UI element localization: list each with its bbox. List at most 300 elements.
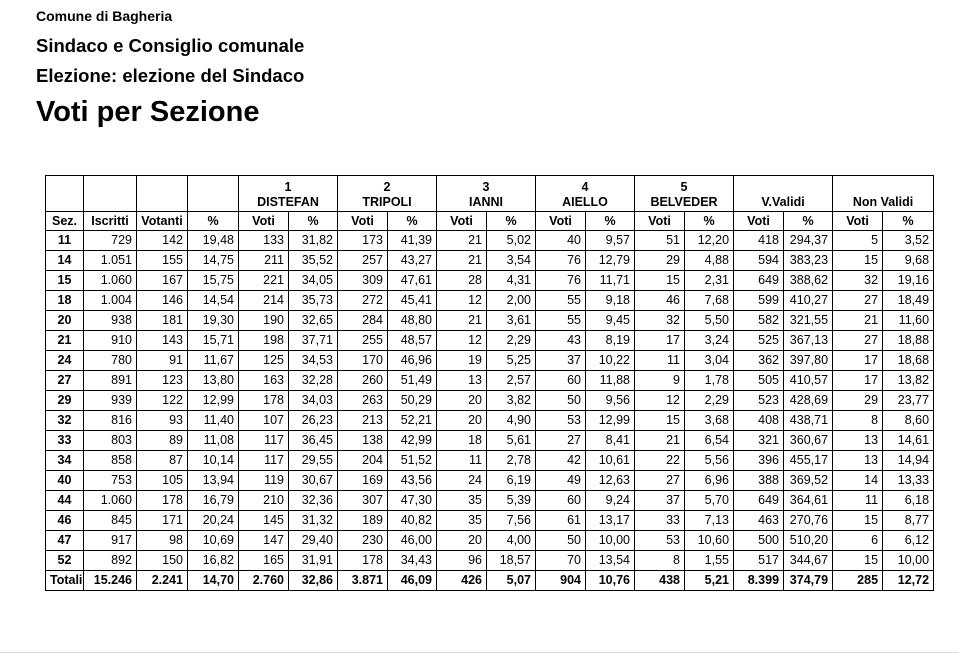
sez-cell: 46	[46, 511, 84, 531]
cand3-pct-cell: 2,29	[487, 331, 536, 351]
candidate-header	[239, 176, 338, 212]
sez-cell: 40	[46, 471, 84, 491]
cand1-pct-cell: 34,53	[289, 351, 338, 371]
invalid-pct-cell: 14,94	[883, 451, 934, 471]
iscritti-cell: 816	[84, 411, 137, 431]
votanti-cell: 89	[137, 431, 188, 451]
voti-header: Voti	[437, 212, 487, 231]
pct-header: %	[289, 212, 338, 231]
empty-header-cell	[46, 176, 84, 212]
cand2-votes-cell: 213	[338, 411, 388, 431]
candidate-number: 3	[482, 180, 490, 194]
cand3-pct-cell: 3,82	[487, 391, 536, 411]
cand3-pct-cell: 18,57	[487, 551, 536, 571]
cand3-votes-cell: 19	[437, 351, 487, 371]
totals-row	[46, 571, 934, 591]
comune-name: Comune di Bagheria	[36, 8, 173, 24]
valid-votes-cell: 525	[734, 331, 784, 351]
cand2-votes-cell: 189	[338, 511, 388, 531]
invalid-votes-cell: 13	[833, 431, 883, 451]
sez-cell: 18	[46, 291, 84, 311]
invalid-votes-cell: 13	[833, 451, 883, 471]
sez-cell: 11	[46, 231, 84, 251]
cand3-votes-cell: 18	[437, 431, 487, 451]
cand3-pct-cell: 5,02	[487, 231, 536, 251]
bottom-divider	[0, 652, 959, 653]
cand3-pct-cell: 3,61	[487, 311, 536, 331]
cand4-votes-cell: 61	[536, 511, 586, 531]
voti-header: Voti	[338, 212, 388, 231]
cand4-votes-cell: 70	[536, 551, 586, 571]
cand4-votes-cell: 49	[536, 471, 586, 491]
table-row	[46, 291, 934, 311]
invalid-votes-cell: 8	[833, 411, 883, 431]
invalid-pct-cell: 9,68	[883, 251, 934, 271]
cand4-pct-cell: 10,22	[586, 351, 635, 371]
cand5-pct-cell: 7,68	[685, 291, 734, 311]
invalid-pct-cell: 18,68	[883, 351, 934, 371]
organo-title: Sindaco e Consiglio comunale	[36, 35, 305, 56]
cand3-votes-cell: 24	[437, 471, 487, 491]
cand5-votes-cell: 15	[635, 411, 685, 431]
cand3-votes-cell: 28	[437, 271, 487, 291]
valid-votes-cell: 523	[734, 391, 784, 411]
cand3-votes-cell: 20	[437, 411, 487, 431]
turnout-pct-cell: 14,75	[188, 251, 239, 271]
table-row	[46, 511, 934, 531]
invalid-votes-cell: 285	[833, 571, 883, 591]
valid-votes-cell: 418	[734, 231, 784, 251]
cand2-votes-cell: 178	[338, 551, 388, 571]
cand2-votes-cell: 309	[338, 271, 388, 291]
cand3-pct-cell: 3,54	[487, 251, 536, 271]
cand4-pct-cell: 13,17	[586, 511, 635, 531]
cand1-pct-cell: 32,36	[289, 491, 338, 511]
empty-header-cell	[188, 176, 239, 212]
candidate-number: 5	[680, 180, 688, 194]
cand5-pct-cell: 3,24	[685, 331, 734, 351]
turnout-pct-cell: 13,94	[188, 471, 239, 491]
cand3-pct-cell: 5,07	[487, 571, 536, 591]
valid-votes-cell: 599	[734, 291, 784, 311]
candidate-number: 4	[581, 180, 589, 194]
cand2-pct-cell: 48,80	[388, 311, 437, 331]
cand3-votes-cell: 35	[437, 511, 487, 531]
sez-cell: 29	[46, 391, 84, 411]
cand4-pct-cell: 9,56	[586, 391, 635, 411]
votanti-cell: 123	[137, 371, 188, 391]
cand4-votes-cell: 42	[536, 451, 586, 471]
cand1-votes-cell: 221	[239, 271, 289, 291]
cand2-pct-cell: 47,61	[388, 271, 437, 291]
cand1-pct-cell: 29,55	[289, 451, 338, 471]
cand3-votes-cell: 96	[437, 551, 487, 571]
invalid-pct-cell: 10,00	[883, 551, 934, 571]
cand1-votes-cell: 107	[239, 411, 289, 431]
pct-header: %	[685, 212, 734, 231]
votanti-cell: 146	[137, 291, 188, 311]
sez-cell: 33	[46, 431, 84, 451]
iscritti-cell: 729	[84, 231, 137, 251]
cand5-pct-cell: 5,70	[685, 491, 734, 511]
cand1-pct-cell: 32,86	[289, 571, 338, 591]
cand2-votes-cell: 260	[338, 371, 388, 391]
cand1-votes-cell: 178	[239, 391, 289, 411]
iscritti-cell: 753	[84, 471, 137, 491]
cand5-pct-cell: 5,50	[685, 311, 734, 331]
cand1-pct-cell: 36,45	[289, 431, 338, 451]
cand5-pct-cell: 4,88	[685, 251, 734, 271]
pct-header: %	[487, 212, 536, 231]
turnout-pct-cell: 20,24	[188, 511, 239, 531]
cand1-pct-cell: 34,05	[289, 271, 338, 291]
cand4-votes-cell: 50	[536, 391, 586, 411]
votanti-cell: 91	[137, 351, 188, 371]
cand5-votes-cell: 27	[635, 471, 685, 491]
cand4-pct-cell: 11,71	[586, 271, 635, 291]
cand1-votes-cell: 147	[239, 531, 289, 551]
iscritti-cell: 1.051	[84, 251, 137, 271]
turnout-pct-header: %	[188, 212, 239, 231]
cand2-votes-cell: 3.871	[338, 571, 388, 591]
iscritti-cell: 1.004	[84, 291, 137, 311]
candidate-header	[635, 176, 734, 212]
cand3-votes-cell: 21	[437, 311, 487, 331]
valid-pct-cell: 364,61	[784, 491, 833, 511]
valid-votes-cell: 649	[734, 491, 784, 511]
invalid-pct-cell: 8,77	[883, 511, 934, 531]
votanti-cell: 155	[137, 251, 188, 271]
cand5-pct-cell: 7,13	[685, 511, 734, 531]
sez-cell: 34	[46, 451, 84, 471]
cand3-votes-cell: 20	[437, 391, 487, 411]
turnout-pct-cell: 11,08	[188, 431, 239, 451]
cand5-votes-cell: 51	[635, 231, 685, 251]
cand1-pct-cell: 34,03	[289, 391, 338, 411]
cand3-pct-cell: 2,00	[487, 291, 536, 311]
cand2-pct-cell: 46,09	[388, 571, 437, 591]
invalid-votes-cell: 17	[833, 351, 883, 371]
cand2-pct-cell: 45,41	[388, 291, 437, 311]
sez-cell: 24	[46, 351, 84, 371]
candidate-header	[437, 176, 536, 212]
cand4-pct-cell: 10,76	[586, 571, 635, 591]
valid-pct-cell: 294,37	[784, 231, 833, 251]
cand1-votes-cell: 211	[239, 251, 289, 271]
invalid-votes-cell: 11	[833, 491, 883, 511]
valid-pct-cell: 410,57	[784, 371, 833, 391]
valid-votes-cell: 8.399	[734, 571, 784, 591]
cand4-pct-cell: 10,61	[586, 451, 635, 471]
empty-header-cell	[84, 176, 137, 212]
table-row	[46, 371, 934, 391]
cand4-votes-cell: 904	[536, 571, 586, 591]
cand2-pct-cell: 34,43	[388, 551, 437, 571]
cand2-votes-cell: 169	[338, 471, 388, 491]
cand5-votes-cell: 53	[635, 531, 685, 551]
cand4-pct-cell: 9,18	[586, 291, 635, 311]
invalid-pct-cell: 3,52	[883, 231, 934, 251]
turnout-pct-cell: 10,69	[188, 531, 239, 551]
turnout-pct-cell: 11,67	[188, 351, 239, 371]
votanti-cell: 181	[137, 311, 188, 331]
voti-header: Voti	[833, 212, 883, 231]
invalid-votes-cell: 27	[833, 331, 883, 351]
cand5-votes-cell: 12	[635, 391, 685, 411]
invalid-pct-cell: 19,16	[883, 271, 934, 291]
turnout-pct-cell: 10,14	[188, 451, 239, 471]
sez-cell: 20	[46, 311, 84, 331]
cand5-pct-cell: 10,60	[685, 531, 734, 551]
cand5-votes-cell: 9	[635, 371, 685, 391]
turnout-pct-cell: 16,79	[188, 491, 239, 511]
cand1-votes-cell: 163	[239, 371, 289, 391]
cand2-pct-cell: 46,96	[388, 351, 437, 371]
cand5-votes-cell: 11	[635, 351, 685, 371]
cand4-pct-cell: 13,54	[586, 551, 635, 571]
cand5-votes-cell: 32	[635, 311, 685, 331]
iscritti-cell: 858	[84, 451, 137, 471]
cand2-votes-cell: 170	[338, 351, 388, 371]
cand5-votes-cell: 438	[635, 571, 685, 591]
valid-pct-cell: 438,71	[784, 411, 833, 431]
table-row	[46, 231, 934, 251]
cand4-votes-cell: 76	[536, 251, 586, 271]
cand1-votes-cell: 145	[239, 511, 289, 531]
cand5-votes-cell: 8	[635, 551, 685, 571]
valid-votes-cell: 582	[734, 311, 784, 331]
cand2-pct-cell: 51,49	[388, 371, 437, 391]
cand1-pct-cell: 30,67	[289, 471, 338, 491]
valid-votes-cell: 500	[734, 531, 784, 551]
cand1-votes-cell: 125	[239, 351, 289, 371]
cand3-votes-cell: 12	[437, 291, 487, 311]
votanti-cell: 105	[137, 471, 188, 491]
turnout-pct-cell: 15,75	[188, 271, 239, 291]
cand5-votes-cell: 46	[635, 291, 685, 311]
cand5-votes-cell: 33	[635, 511, 685, 531]
invalid-votes-cell: 17	[833, 371, 883, 391]
votanti-cell: 93	[137, 411, 188, 431]
votanti-cell: 171	[137, 511, 188, 531]
cand2-pct-cell: 50,29	[388, 391, 437, 411]
cand1-votes-cell: 117	[239, 431, 289, 451]
iscritti-cell: 938	[84, 311, 137, 331]
cand1-pct-cell: 32,28	[289, 371, 338, 391]
cand5-pct-cell: 1,78	[685, 371, 734, 391]
cand3-votes-cell: 20	[437, 531, 487, 551]
cand5-pct-cell: 3,04	[685, 351, 734, 371]
cand3-pct-cell: 4,90	[487, 411, 536, 431]
cand1-pct-cell: 31,91	[289, 551, 338, 571]
cand3-pct-cell: 5,39	[487, 491, 536, 511]
iscritti-cell: 917	[84, 531, 137, 551]
invalid-pct-cell: 18,88	[883, 331, 934, 351]
cand1-pct-cell: 31,82	[289, 231, 338, 251]
turnout-pct-cell: 14,54	[188, 291, 239, 311]
invalid-pct-cell: 6,18	[883, 491, 934, 511]
cand4-pct-cell: 9,24	[586, 491, 635, 511]
cand5-pct-cell: 5,56	[685, 451, 734, 471]
voti-header: Voti	[239, 212, 289, 231]
votanti-cell: 178	[137, 491, 188, 511]
valid-pct-cell: 367,13	[784, 331, 833, 351]
invalid-pct-cell: 13,33	[883, 471, 934, 491]
invalid-votes-header: Non Validi	[833, 176, 934, 212]
iscritti-cell: 891	[84, 371, 137, 391]
valid-votes-cell: 517	[734, 551, 784, 571]
cand1-votes-cell: 210	[239, 491, 289, 511]
cand2-pct-cell: 42,99	[388, 431, 437, 451]
invalid-votes-cell: 5	[833, 231, 883, 251]
sez-cell: 27	[46, 371, 84, 391]
iscritti-cell: 803	[84, 431, 137, 451]
candidate-name: BELVEDER	[650, 195, 718, 209]
cand4-votes-cell: 37	[536, 351, 586, 371]
cand1-pct-cell: 26,23	[289, 411, 338, 431]
invalid-pct-cell: 23,77	[883, 391, 934, 411]
turnout-pct-cell: 16,82	[188, 551, 239, 571]
invalid-pct-cell: 18,49	[883, 291, 934, 311]
valid-votes-cell: 321	[734, 431, 784, 451]
cand2-pct-cell: 40,82	[388, 511, 437, 531]
cand4-pct-cell: 9,45	[586, 311, 635, 331]
turnout-pct-cell: 11,40	[188, 411, 239, 431]
candidate-name: TRIPOLI	[362, 195, 412, 209]
table-row	[46, 411, 934, 431]
cand2-votes-cell: 257	[338, 251, 388, 271]
cand3-votes-cell: 35	[437, 491, 487, 511]
valid-pct-cell: 270,76	[784, 511, 833, 531]
cand2-pct-cell: 47,30	[388, 491, 437, 511]
valid-votes-header: V.Validi	[734, 176, 833, 212]
cand4-pct-cell: 12,79	[586, 251, 635, 271]
cand5-votes-cell: 37	[635, 491, 685, 511]
table-row	[46, 351, 934, 371]
cand1-pct-cell: 35,73	[289, 291, 338, 311]
cand4-pct-cell: 11,88	[586, 371, 635, 391]
sez-cell: 32	[46, 411, 84, 431]
table-row	[46, 311, 934, 331]
cand4-votes-cell: 53	[536, 411, 586, 431]
sez-cell: 14	[46, 251, 84, 271]
cand4-pct-cell: 8,41	[586, 431, 635, 451]
empty-header-cell	[137, 176, 188, 212]
valid-votes-cell: 396	[734, 451, 784, 471]
sez-cell: Totali	[46, 571, 84, 591]
voti-header: Voti	[536, 212, 586, 231]
valid-votes-cell: 388	[734, 471, 784, 491]
cand5-votes-cell: 21	[635, 431, 685, 451]
iscritti-cell: 910	[84, 331, 137, 351]
votanti-cell: 98	[137, 531, 188, 551]
cand3-pct-cell: 5,25	[487, 351, 536, 371]
pct-header: %	[388, 212, 437, 231]
cand2-votes-cell: 255	[338, 331, 388, 351]
candidate-header	[338, 176, 437, 212]
cand5-pct-cell: 1,55	[685, 551, 734, 571]
sez-cell: 47	[46, 531, 84, 551]
cand2-votes-cell: 138	[338, 431, 388, 451]
cand3-pct-cell: 4,00	[487, 531, 536, 551]
cand3-votes-cell: 12	[437, 331, 487, 351]
candidate-number: 1	[284, 180, 292, 194]
turnout-pct-cell: 19,30	[188, 311, 239, 331]
cand4-votes-cell: 60	[536, 491, 586, 511]
cand1-pct-cell: 35,52	[289, 251, 338, 271]
sez-cell: 15	[46, 271, 84, 291]
cand2-votes-cell: 263	[338, 391, 388, 411]
cand2-votes-cell: 204	[338, 451, 388, 471]
sez-cell: 44	[46, 491, 84, 511]
cand2-pct-cell: 51,52	[388, 451, 437, 471]
cand4-pct-cell: 10,00	[586, 531, 635, 551]
valid-pct-cell: 397,80	[784, 351, 833, 371]
table-row	[46, 331, 934, 351]
invalid-votes-cell: 21	[833, 311, 883, 331]
turnout-pct-cell: 12,99	[188, 391, 239, 411]
valid-pct-cell: 388,62	[784, 271, 833, 291]
candidate-name: DISTEFAN	[257, 195, 319, 209]
cand1-votes-cell: 2.760	[239, 571, 289, 591]
cand2-pct-cell: 43,27	[388, 251, 437, 271]
cand3-pct-cell: 2,57	[487, 371, 536, 391]
cand1-pct-cell: 37,71	[289, 331, 338, 351]
votanti-cell: 87	[137, 451, 188, 471]
cand4-votes-cell: 55	[536, 311, 586, 331]
cand3-pct-cell: 7,56	[487, 511, 536, 531]
votanti-cell: 2.241	[137, 571, 188, 591]
cand2-votes-cell: 173	[338, 231, 388, 251]
cand4-votes-cell: 40	[536, 231, 586, 251]
sez-header: Sez.	[46, 212, 84, 231]
valid-pct-cell: 321,55	[784, 311, 833, 331]
valid-votes-cell: 408	[734, 411, 784, 431]
table-row	[46, 271, 934, 291]
invalid-pct-cell: 13,82	[883, 371, 934, 391]
pct-header: %	[784, 212, 833, 231]
valid-votes-cell: 362	[734, 351, 784, 371]
invalid-votes-cell: 32	[833, 271, 883, 291]
candidate-name: IANNI	[468, 195, 504, 209]
voti-header: Voti	[734, 212, 784, 231]
table-row	[46, 471, 934, 491]
cand4-votes-cell: 50	[536, 531, 586, 551]
invalid-votes-cell: 14	[833, 471, 883, 491]
cand2-pct-cell: 48,57	[388, 331, 437, 351]
valid-votes-cell: 505	[734, 371, 784, 391]
table-row	[46, 391, 934, 411]
cand1-votes-cell: 190	[239, 311, 289, 331]
cand5-votes-cell: 22	[635, 451, 685, 471]
cand5-pct-cell: 3,68	[685, 411, 734, 431]
cand5-pct-cell: 6,54	[685, 431, 734, 451]
invalid-votes-cell: 27	[833, 291, 883, 311]
table-row	[46, 451, 934, 471]
pct-header: %	[883, 212, 934, 231]
turnout-pct-cell: 19,48	[188, 231, 239, 251]
voti-header: Voti	[635, 212, 685, 231]
sub-header-row	[46, 212, 934, 231]
invalid-votes-cell: 29	[833, 391, 883, 411]
iscritti-cell: 939	[84, 391, 137, 411]
cand5-pct-cell: 6,96	[685, 471, 734, 491]
sez-cell: 52	[46, 551, 84, 571]
cand3-pct-cell: 2,78	[487, 451, 536, 471]
cand3-votes-cell: 11	[437, 451, 487, 471]
invalid-votes-cell: 15	[833, 251, 883, 271]
valid-pct-cell: 428,69	[784, 391, 833, 411]
